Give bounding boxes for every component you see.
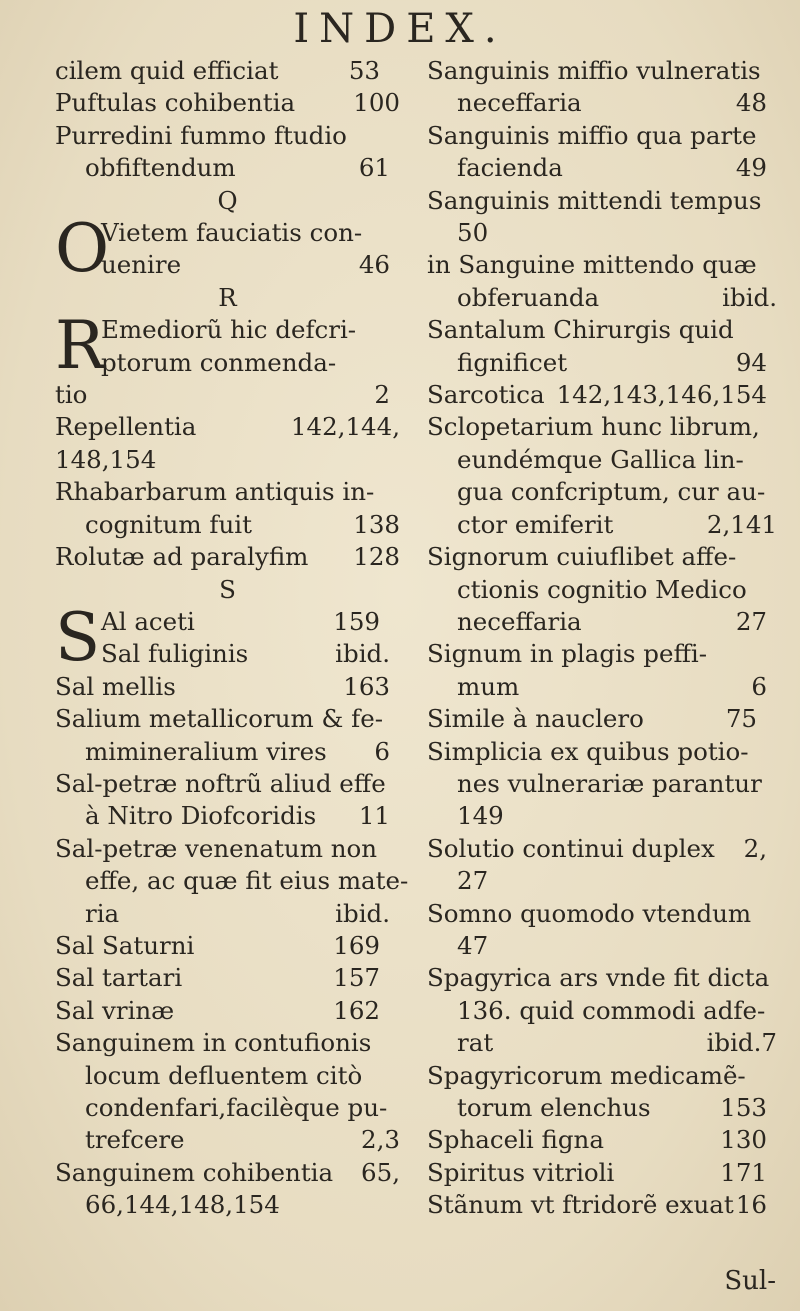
entry-page: 53 bbox=[348, 56, 380, 85]
drop-cap: O bbox=[55, 210, 110, 288]
entry-continuation: neceffaria bbox=[457, 88, 582, 118]
entry-page: 46 bbox=[358, 250, 390, 280]
entry-text: Purredini fummo ftudio bbox=[55, 120, 347, 150]
index-entry bbox=[427, 1189, 777, 1221]
entry-continuation: mum bbox=[457, 671, 520, 701]
index-entry bbox=[55, 120, 400, 185]
entry-page: 50 bbox=[457, 218, 489, 248]
index-entry bbox=[427, 185, 777, 250]
entry-text: Sal-petræ noftrũ aliud effe bbox=[55, 768, 386, 798]
entry-text: Somno quomodo vtendum bbox=[427, 898, 752, 928]
entry-continuation: eundémque Gallica lin- bbox=[457, 444, 744, 474]
entry-page: 94 bbox=[735, 347, 767, 377]
index-entry bbox=[55, 768, 400, 833]
entry-text: Solutio continui duplex bbox=[427, 833, 715, 863]
entry-text: cilem quid efficiat bbox=[55, 56, 279, 85]
drop-cap: S bbox=[55, 598, 101, 676]
entry-page: 48 bbox=[735, 88, 767, 118]
index-entry bbox=[55, 995, 400, 1027]
index-entry bbox=[427, 1124, 777, 1156]
entry-text: Stãnum vt ftridorẽ exuat bbox=[427, 1190, 734, 1220]
entry-continuation: ria bbox=[85, 898, 120, 928]
entry-page: 159 bbox=[333, 606, 380, 636]
entry-continuation: torum elenchus bbox=[457, 1093, 651, 1122]
index-entry bbox=[427, 379, 777, 411]
entry-text: Sphaceli figna bbox=[427, 1125, 604, 1155]
index-entry bbox=[427, 1157, 777, 1189]
entry-page: 149 bbox=[457, 801, 504, 831]
entry-continuation: obferuanda bbox=[457, 282, 600, 312]
index-entry bbox=[427, 736, 777, 833]
entry-text: Rolutæ ad paralyfim bbox=[55, 542, 309, 572]
page-header: INDEX. bbox=[293, 6, 507, 52]
entry-continuation: rat bbox=[457, 1028, 494, 1058]
entry-page: 11 bbox=[358, 801, 390, 831]
entry-continuation: 148,154 bbox=[55, 444, 157, 474]
entry-text: Simplicia ex quibus potio- bbox=[427, 736, 749, 766]
letter-heading-s: S bbox=[219, 574, 236, 604]
entry-text: Simile à nauclero bbox=[427, 704, 644, 734]
entry-page: 100 bbox=[353, 88, 400, 118]
entry-page: 6 bbox=[751, 671, 767, 701]
index-entry bbox=[427, 962, 777, 1059]
entry-continuation: facienda bbox=[457, 153, 563, 183]
entry-text: Sanguinem cohibentia bbox=[55, 1157, 334, 1187]
entry-continuation: mimineralium vires bbox=[85, 736, 327, 766]
index-entry bbox=[55, 598, 400, 676]
index-entry bbox=[55, 210, 400, 288]
index-entry bbox=[55, 962, 400, 994]
entry-page: ibid. bbox=[335, 898, 390, 928]
entry-text: in Sanguine mittendo quæ bbox=[427, 250, 757, 280]
index-entry bbox=[55, 1157, 400, 1222]
index-entry bbox=[427, 638, 777, 703]
entry-text: Sanguinis miffio vulneratis bbox=[427, 56, 761, 85]
entry-page: 153 bbox=[720, 1093, 767, 1122]
index-entry bbox=[427, 411, 777, 541]
entry-continuation: trefcere bbox=[85, 1125, 185, 1155]
entry-continuation: neceffaria bbox=[457, 606, 582, 636]
entry-continuation: obfiftendum bbox=[85, 153, 236, 183]
index-entry-cont bbox=[55, 379, 400, 411]
entry-text: Santalum Chirurgis quid bbox=[427, 315, 734, 345]
entry-continuation: nes vulnerariæ parantur bbox=[457, 768, 762, 798]
entry-text: Sanguinis mittendi tempus bbox=[427, 185, 762, 215]
entry-continuation: cognitum fuit bbox=[85, 509, 252, 539]
entry-continuation: uenire bbox=[101, 250, 182, 280]
index-entry bbox=[55, 307, 400, 385]
entry-page: 169 bbox=[333, 930, 380, 960]
index-entry bbox=[55, 87, 400, 119]
entry-text: Sanguinem in contufionis bbox=[55, 1028, 372, 1058]
entry-page: 65, bbox=[361, 1157, 400, 1187]
entry-continuation: locum defluentem citò bbox=[85, 1060, 363, 1090]
entry-continuation: 136. quid commodi adfe- bbox=[457, 995, 766, 1025]
entry-page: 75 bbox=[725, 704, 757, 734]
index-entry bbox=[427, 833, 777, 898]
entry-text: Rhabarbarum antiquis in- bbox=[55, 477, 375, 507]
entry-page: 61 bbox=[358, 153, 390, 183]
entry-text: Salium metallicorum & fe- bbox=[55, 704, 383, 734]
index-entry bbox=[427, 541, 777, 638]
entry-page: 142,143,146,154 bbox=[556, 380, 767, 410]
entry-page: 2,3 bbox=[361, 1125, 400, 1155]
entry-text: Al aceti bbox=[101, 606, 195, 636]
entry-text: Sanguinis miffio qua parte bbox=[427, 120, 757, 150]
index-entry bbox=[55, 55, 400, 87]
entry-continuation: condenfari,facilèque pu- bbox=[85, 1093, 388, 1122]
entry-text: Spagyricorum medicamẽ- bbox=[427, 1060, 746, 1090]
index-entry bbox=[55, 411, 400, 476]
entry-continuation: à Nitro Diofcoridis bbox=[85, 801, 317, 831]
entry-text: Signorum cuiuflibet affe- bbox=[427, 542, 737, 572]
entry-page: 16 bbox=[735, 1190, 767, 1220]
index-entry bbox=[427, 249, 777, 314]
entry-text: Emediorũ hic defcri- bbox=[101, 315, 357, 345]
index-entry bbox=[55, 930, 400, 962]
entry-page: 2,141 bbox=[706, 509, 777, 539]
entry-continuation: tio bbox=[55, 380, 88, 410]
entry-continuation: ptorum conmenda- bbox=[101, 347, 337, 377]
entry-page: 128 bbox=[353, 542, 400, 572]
entry-text: Sal fuliginis bbox=[101, 639, 249, 669]
entry-page: 157 bbox=[333, 963, 380, 993]
entry-text: Spagyrica ars vnde fit dicta bbox=[427, 963, 770, 993]
entry-page: 2, bbox=[743, 833, 767, 863]
index-entry bbox=[427, 1060, 777, 1125]
entry-text: Sclopetarium hunc librum, bbox=[427, 412, 760, 442]
entry-page: 2 bbox=[374, 380, 390, 410]
entry-text: Signum in plagis peffi- bbox=[427, 639, 707, 669]
entry-page: 162 bbox=[333, 995, 380, 1025]
index-entry bbox=[55, 476, 400, 541]
entry-continuation: fignificet bbox=[457, 347, 568, 377]
index-entry bbox=[427, 120, 777, 185]
entry-text: Sal-petræ venenatum non bbox=[55, 833, 378, 863]
entry-page: 47 bbox=[457, 930, 489, 960]
entry-page: 171 bbox=[720, 1157, 767, 1187]
entry-text: Sarcotica bbox=[427, 380, 545, 410]
entry-text: Vietem fauciatis con- bbox=[101, 218, 363, 248]
entry-text: Puftulas cohibentia bbox=[55, 88, 296, 118]
entry-continuation: ctionis cognitio Medico bbox=[457, 574, 747, 604]
entry-page: ibid. bbox=[335, 639, 390, 669]
entry-page: 27 bbox=[735, 606, 767, 636]
entry-continuation: 66,144,148,154 bbox=[85, 1190, 280, 1220]
entry-continuation: 27 bbox=[457, 866, 489, 896]
entry-page: 138 bbox=[353, 509, 400, 539]
entry-page: 49 bbox=[735, 153, 767, 183]
entry-page: 130 bbox=[720, 1125, 767, 1155]
entry-page: 142,144, bbox=[290, 412, 400, 442]
entry-continuation: gua confcriptum, cur au- bbox=[457, 477, 766, 507]
index-entry bbox=[55, 671, 400, 703]
entry-text: Sal tartari bbox=[55, 963, 183, 993]
right-column bbox=[427, 55, 777, 1222]
entry-continuation: ctor emiferit bbox=[457, 509, 614, 539]
entry-text: Spiritus vitrioli bbox=[427, 1157, 615, 1187]
entry-text: Sal mellis bbox=[55, 671, 176, 701]
entry-page: 163 bbox=[343, 671, 390, 701]
entry-text: Sal Saturni bbox=[55, 930, 195, 960]
entry-page: ibid. bbox=[722, 282, 777, 312]
index-entry bbox=[55, 1027, 400, 1157]
entry-page: 6 bbox=[374, 736, 390, 766]
index-entry bbox=[427, 55, 777, 120]
entry-continuation: effe, ac quæ fit eius mate- bbox=[85, 866, 409, 896]
catchword: Sul- bbox=[724, 1266, 776, 1296]
entry-text: Repellentia bbox=[55, 412, 197, 442]
drop-cap: R bbox=[55, 307, 105, 385]
letter-heading-r: R bbox=[218, 282, 237, 312]
index-entry bbox=[427, 898, 777, 963]
index-entry bbox=[55, 833, 409, 930]
entry-page: ibid.7 bbox=[706, 1028, 777, 1058]
left-column bbox=[55, 55, 409, 1222]
index-entry bbox=[55, 541, 400, 573]
index-entry bbox=[427, 703, 777, 735]
index-entry bbox=[427, 314, 777, 379]
letter-heading-q: Q bbox=[217, 185, 238, 215]
entry-text: Sal vrinæ bbox=[55, 995, 175, 1025]
index-entry bbox=[55, 703, 400, 768]
